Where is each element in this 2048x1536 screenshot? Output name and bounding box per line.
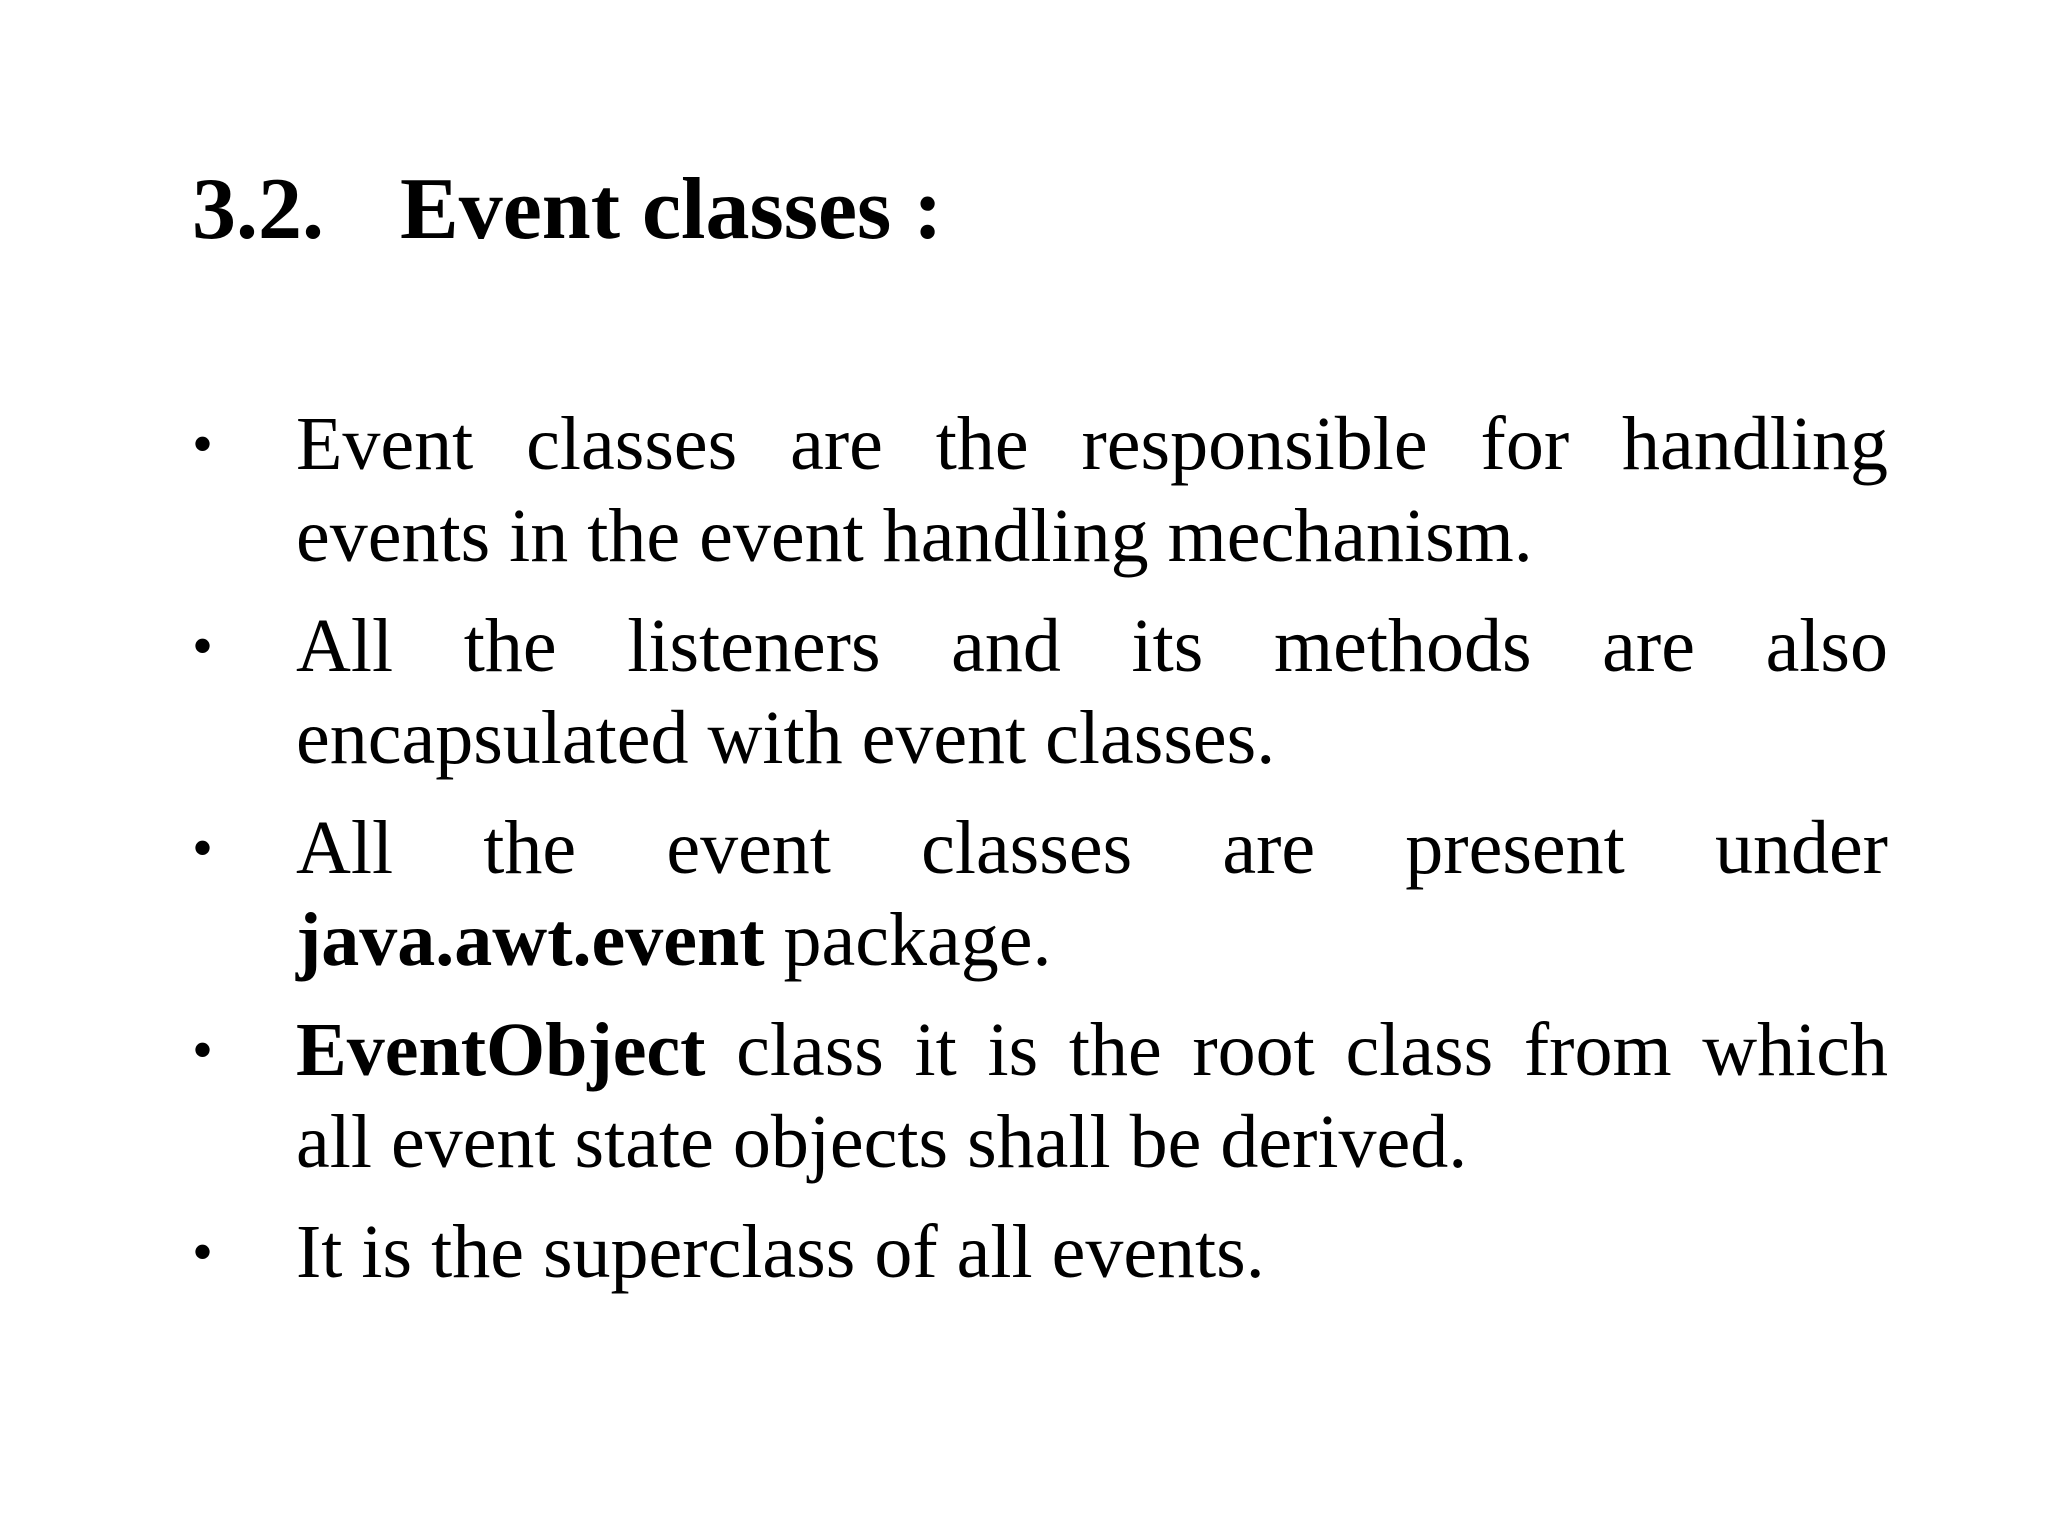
class-name: EventObject <box>296 1008 706 1092</box>
bullet-icon: • <box>192 815 214 881</box>
bullet-icon: • <box>192 613 214 679</box>
bullet-text: All the listeners and its methods are also encapsulated with event classes. <box>296 604 1888 780</box>
bullet-item <box>192 802 1888 986</box>
bullet-text-lead: All the event classes are present under <box>296 806 1888 890</box>
bullet-icon: • <box>192 411 214 477</box>
bullet-icon: • <box>192 1017 214 1083</box>
section-heading <box>192 160 943 260</box>
bullet-text: Event classes are the responsible for handling events in the event handling mechanism. <box>296 402 1888 578</box>
section-number: 3.2. <box>192 161 324 258</box>
bullet-item <box>192 600 1888 784</box>
bullet-text: It is the superclass of all events. <box>296 1210 1265 1294</box>
bullet-text-tail: class it is the root class from which all event state objects shall be derived. <box>296 1008 1888 1184</box>
bullet-text-tail: package. <box>764 898 1052 982</box>
section-title: Event classes : <box>400 161 943 258</box>
package-name: java.awt.event <box>296 898 765 982</box>
bullet-list <box>192 398 1888 1316</box>
bullet-item <box>192 398 1888 582</box>
bullet-item <box>192 1004 1888 1188</box>
bullet-item <box>192 1206 1888 1298</box>
bullet-icon: • <box>192 1219 214 1285</box>
